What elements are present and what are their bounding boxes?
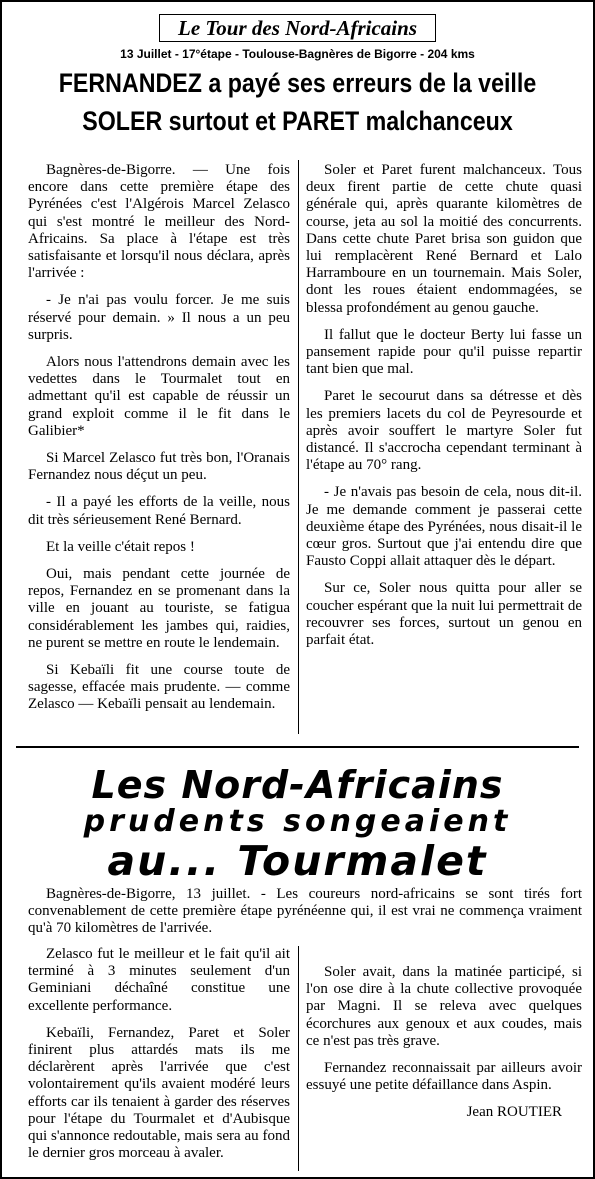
headline2-line-1: Les Nord-Africains xyxy=(91,763,504,807)
paragraph: Si Marcel Zelasco fut très bon, l'Oranais Fernandez nous déçut un peu. xyxy=(28,450,290,484)
paragraph: Kebaïli, Fernandez, Paret et Soler finirent plus attardés mats ils me déclarèrent après l'arrivée que c'est volontairement qu'ils avaient modéré leurs efforts car ils tenaient à garder des réserves pour l'étape du Tourmalet et d'Aubisque qui s'annonce redoutable, mais sera au fond le dernier gros morceau à avaler. xyxy=(28,1024,290,1162)
headline2-line-3: au... Tourmalet xyxy=(107,837,488,885)
column-rule xyxy=(298,946,299,1171)
article1-right-column xyxy=(306,162,582,659)
article2-left-column xyxy=(28,946,290,1172)
paragraph: Alors nous l'attendrons demain avec les vedettes dans le Tourmalet tout en admettant qu'il est capable de réussir un grand exploit comme il le fit dans le Galibier* xyxy=(28,354,290,439)
column-rule xyxy=(298,160,299,734)
paragraph: Fernandez reconnaissait par ailleurs avoir essuyé une petite défaillance dans Aspin. xyxy=(306,1060,582,1094)
rubric-box: Le Tour des Nord-Africains xyxy=(159,14,436,42)
paragraph: Zelasco fut le meilleur et le fait qu'il ait terminé à 3 minutes seulement d'un Geminiani déchaîné constitue une excellente performance. xyxy=(28,946,290,1014)
paragraph: - Je n'avais pas besoin de cela, nous dit-il. Je me demande comment je passerai cette deuxième étape des Pyrénées, nous disait-il le cœur gros. Surtout que j'ai entendu dire que Fausto Coppi allait attaquer dès le départ. xyxy=(306,484,582,570)
article1-left-column xyxy=(28,162,290,724)
paragraph: - Il a payé les efforts de la veille, nous dit très sérieusement René Bernard. xyxy=(28,494,290,528)
paragraph: Soler et Paret furent malchanceux. Tous deux firent partie de cette chute quasi générale qui, après quarante kilomètres de course, jeta au sol la moitié des concurrents. Dans cette chute Paret brisa son guidon que lui remplacèrent René Bernard et Lalo Harramboure en un tournemain. Mais Soler, dont les roues étaient endommagées, se blessa profondément au genou gauche. xyxy=(306,162,582,316)
section-divider xyxy=(16,746,579,748)
paragraph: Sur ce, Soler nous quitta pour aller se coucher espérant que la nuit lui permettrait de recouvrer ses forces, surtout un genou en parfait état. xyxy=(306,580,582,649)
headline-line-1: FERNANDEZ a payé ses erreurs de la veille xyxy=(58,68,537,98)
lead-paragraph: Bagnères-de-Bigorre, 13 juillet. - Les coureurs nord-africains se sont tirés fort convenablement de cette première étape pyrénéenne qui, il est vrai ne commença vraiment qu'à 70 kilomètres de l'arrivée. xyxy=(28,886,582,937)
paragraph: Et la veille c'était repos ! xyxy=(46,538,195,555)
headline-line-2: SOLER surtout et PARET malchanceux xyxy=(82,106,513,136)
paragraph: Soler avait, dans la matinée participé, si l'on ose dire à la chute collective provoquée par Magni. Il se releva avec quelques écorchures aux genoux et aux coudes, mais ce n'est pas très grave. xyxy=(306,964,582,1049)
paragraph: Oui, mais pendant cette journée de repos, Fernandez en se promenant dans la ville en jouant au touriste, se fatigua considérablement les jambes qui, raidies, ne purent se mettre en route le lendemain. xyxy=(28,566,290,651)
paragraph: Paret le secourut dans sa détresse et dès les premiers lacets du col de Peyresourde et après avoir souffert le martyre Soler fut distancé. Il s'accrocha cependant terminant à l'étape au 70° rang. xyxy=(306,388,582,474)
paragraph: Bagnères-de-Bigorre. — Une fois encore dans cette première étape des Pyrénées c'est l'Algérois Marcel Zelasco qui s'est montré le meilleur des Nord-Africains. Sa place à l'étape est très satisfaisante et lorsqu'il nous déclara, après l'arrivée : xyxy=(28,162,290,282)
stage-subhead: 13 Juillet - 17°étape - Toulouse-Bagnères de Bigorre - 204 kms xyxy=(120,47,475,61)
rubric-wrap xyxy=(2,14,593,42)
article2-right-column xyxy=(306,964,582,1122)
headline2-line-2: prudents songeaient xyxy=(83,804,512,839)
paragraph: Si Kebaïli fit une course toute de sagesse, effacée mais prudente. — comme Zelasco — Kebaïli pensait au lendemain. xyxy=(28,662,290,713)
paragraph: Il fallut que le docteur Berty lui fasse un pansement rapide pour qu'il puisse repartir tant bien que mal. xyxy=(306,326,582,378)
paragraph: - Je n'ai pas voulu forcer. Je me suis réservé pour demain. » Il nous a un peu surpris. xyxy=(28,292,290,343)
author-signature: Jean ROUTIER xyxy=(466,1104,562,1121)
article2-lead xyxy=(28,886,582,948)
